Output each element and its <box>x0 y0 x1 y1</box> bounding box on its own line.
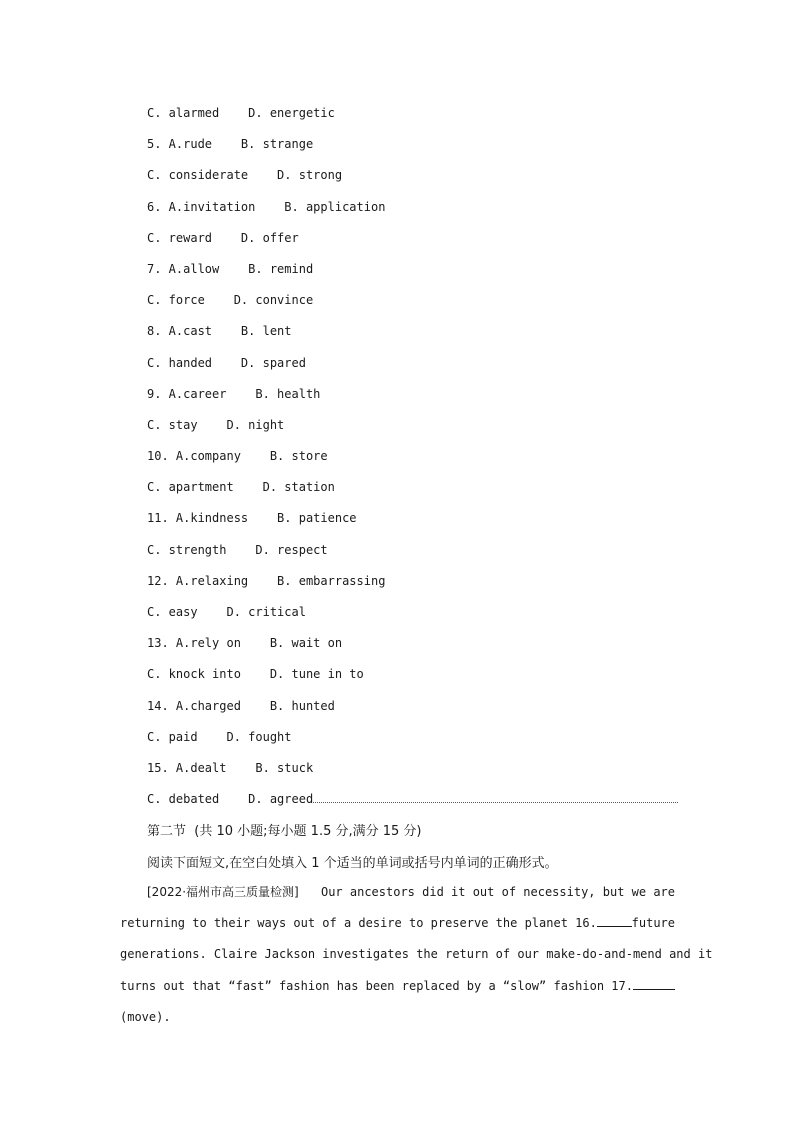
passage-text: generations. Claire Jackson investigates the return of our make-do-and-mend and it <box>120 947 713 962</box>
option-line: C. handed D. spared <box>147 355 306 370</box>
option-line: C. easy D. critical <box>147 605 306 619</box>
option-line: C. stay D. night <box>147 417 285 432</box>
section-instruction: 阅读下面短文,在空白处填入 1 个适当的单词或括号内单词的正确形式。 <box>147 856 558 871</box>
passage-line <box>120 913 675 944</box>
option-line: 13. A.rely on B. wait on <box>147 636 343 651</box>
passage-line <box>120 944 713 975</box>
section-detail: (共 10 小题;每小题 1.5 分,满分 15 分) <box>194 824 422 839</box>
option-line: 12. A.relaxing B. embarrassing <box>147 573 386 588</box>
option-line: 15. A.dealt B. stuck <box>147 760 314 775</box>
option-line: C. force D. convince <box>147 293 314 308</box>
option-line: C. paid D. fought <box>147 729 292 744</box>
section-title: 第二节 <box>147 824 187 839</box>
option-line: C. knock into D. tune in to <box>147 667 364 682</box>
reading-passage <box>120 882 713 1038</box>
passage-line <box>120 882 675 913</box>
option-line: 9. A.career B. health <box>147 386 321 401</box>
option-line: C. alarmed D. energetic <box>147 106 335 120</box>
option-line: 11. A.kindness B. patience <box>147 511 357 526</box>
option-line: 8. A.cast B. lent <box>147 324 292 339</box>
passage-text: future <box>631 916 675 931</box>
blank-16[interactable] <box>597 913 632 927</box>
option-line: C. reward D. offer <box>147 230 299 245</box>
option-line: C. strength D. respect <box>147 542 328 557</box>
option-line: 7. A.allow B. remind <box>147 261 314 276</box>
dotted-leader <box>313 789 678 803</box>
passage-text: (move). <box>120 1009 171 1024</box>
passage-text: returning to their ways out of a desire to preserve the planet 16. <box>120 916 597 931</box>
passage-line <box>120 1007 675 1038</box>
passage-source: [2022·福州市高三质量检测] <box>147 885 299 899</box>
answer-options-list <box>147 103 677 820</box>
option-line: C. considerate D. strong <box>147 168 343 183</box>
section-heading <box>147 820 422 839</box>
option-line: 5. A.rude B. strange <box>147 137 314 152</box>
option-line: 6. A.invitation B. application <box>147 199 386 214</box>
option-line: 10. A.company B. store <box>147 449 328 464</box>
option-line-last <box>147 789 677 820</box>
option-line: C. apartment D. station <box>147 480 335 495</box>
passage-text: Our ancestors did it out of necessity, but we are <box>320 885 675 899</box>
passage-line <box>120 976 675 1007</box>
option-text: C. debated D. agreed <box>147 792 314 807</box>
option-line: 14. A.charged B. hunted <box>147 698 335 713</box>
passage-text: turns out that “fast” fashion has been replaced by a “slow” fashion 17. <box>120 978 633 993</box>
blank-17[interactable] <box>633 976 675 990</box>
